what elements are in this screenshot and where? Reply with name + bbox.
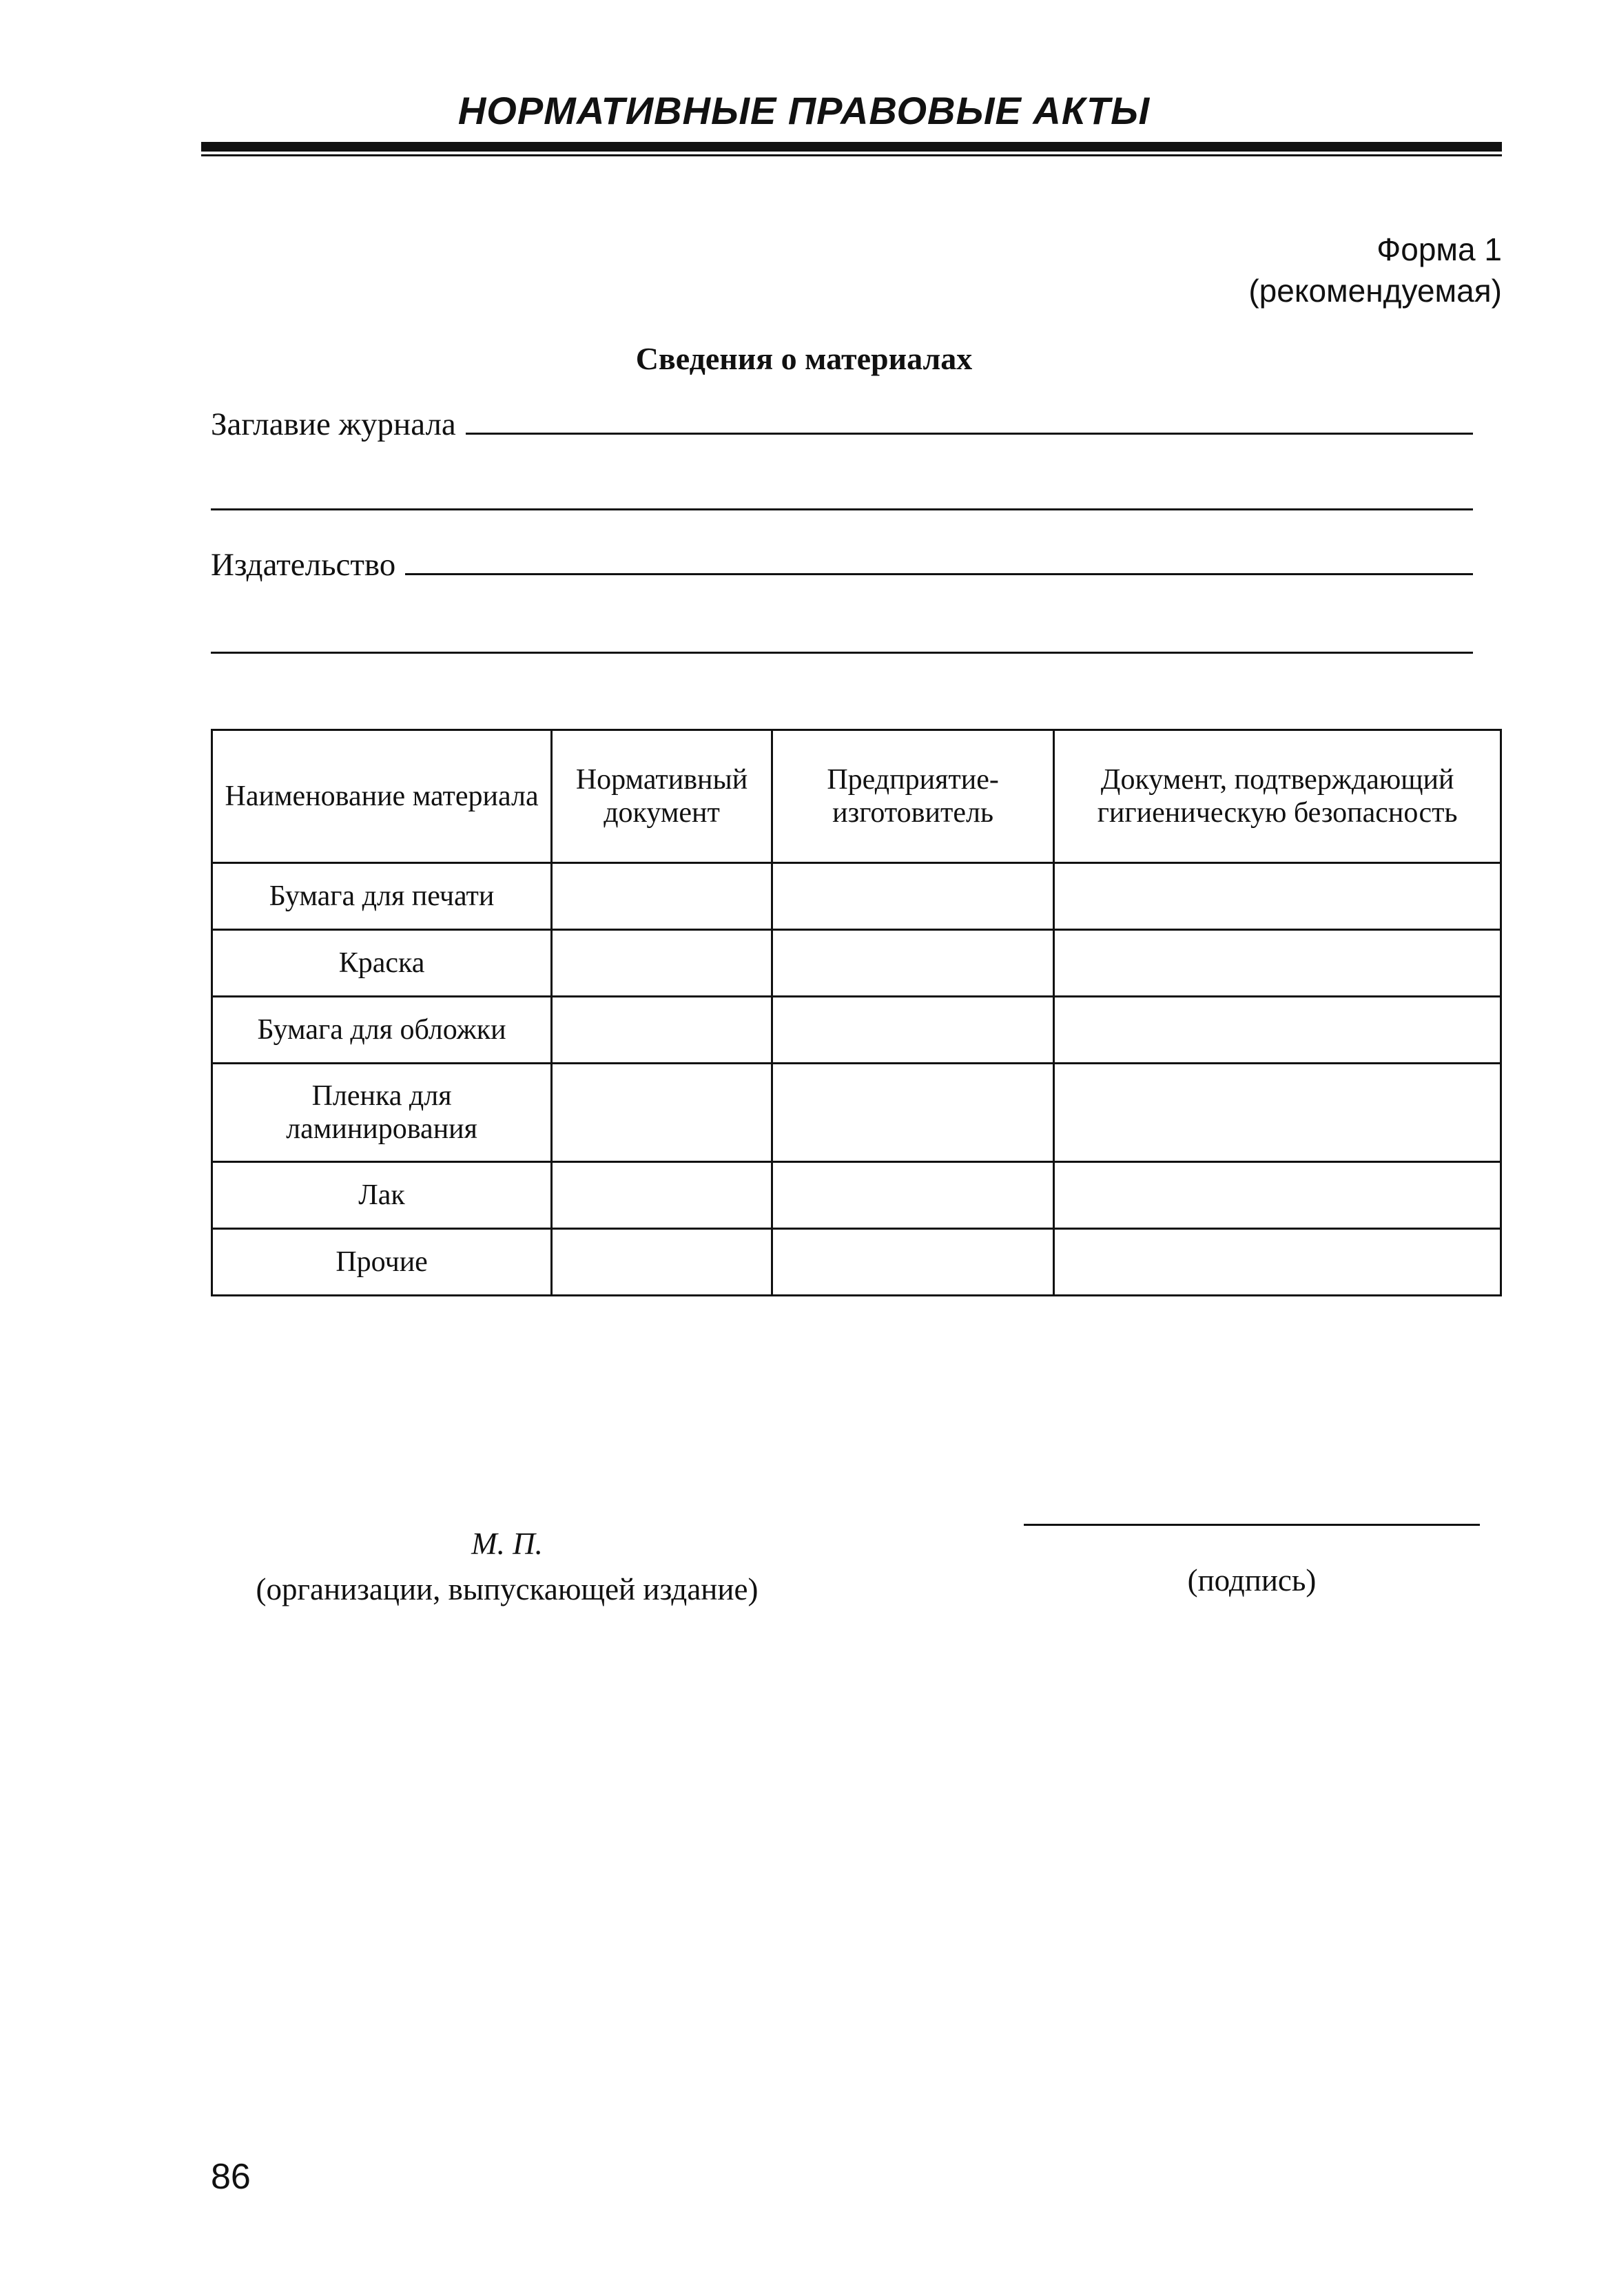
form-number: Форма 1 [1377, 231, 1502, 267]
table-row [212, 1064, 1501, 1162]
form-label [1248, 229, 1502, 311]
table-cell[interactable] [772, 1064, 1053, 1162]
column-header: Нормативный документ [552, 730, 772, 863]
table-cell[interactable] [552, 863, 772, 930]
table-cell[interactable] [1054, 863, 1501, 930]
table-cell[interactable] [772, 863, 1053, 930]
header-rule-thick [201, 142, 1502, 152]
table-cell[interactable] [552, 1229, 772, 1296]
journal-title-blank[interactable] [466, 405, 1473, 435]
stamp-mark: М. П. [471, 1527, 543, 1561]
material-name-cell: Лак [212, 1162, 552, 1229]
material-name-cell: Бумага для печати [212, 863, 552, 930]
table-cell[interactable] [1054, 1064, 1501, 1162]
stamp-caption: (организации, выпускающей издание) [256, 1572, 759, 1606]
table-row [212, 1162, 1501, 1229]
header-rule-thin [201, 154, 1502, 156]
section-title: Сведения о материалах [635, 341, 973, 376]
signature-line[interactable] [1024, 1524, 1480, 1526]
table-cell[interactable] [1054, 930, 1501, 997]
table-cell[interactable] [772, 1162, 1053, 1229]
material-name-cell: Прочие [212, 1229, 552, 1296]
material-name-cell: Краска [212, 930, 552, 997]
journal-title-field [211, 405, 1473, 443]
table-cell[interactable] [552, 1064, 772, 1162]
column-header: Документ, подтверждающий гигиеническую безопасность [1054, 730, 1501, 863]
table-cell[interactable] [1054, 1162, 1501, 1229]
table-cell[interactable] [552, 1162, 772, 1229]
table-cell[interactable] [552, 930, 772, 997]
table-row [212, 863, 1501, 930]
table-cell[interactable] [1054, 997, 1501, 1064]
material-name-cell: Бумага для обложки [212, 997, 552, 1064]
table-row [212, 1229, 1501, 1296]
materials-table [211, 729, 1502, 1296]
table-cell[interactable] [552, 997, 772, 1064]
material-name-cell: Пленка для ламинирования [212, 1064, 552, 1162]
page-number: 86 [211, 2157, 251, 2197]
running-header: НОРМАТИВНЫЕ ПРАВОВЫЕ АКТЫ [457, 89, 1151, 132]
table-cell[interactable] [1054, 1229, 1501, 1296]
column-header: Предприятие-изготовитель [772, 730, 1053, 863]
table-cell[interactable] [772, 1229, 1053, 1296]
form-note: (рекомендуемая) [1248, 273, 1502, 309]
publisher-blank-continuation[interactable] [211, 652, 1473, 654]
stamp-block [211, 1526, 803, 1607]
publisher-blank[interactable] [405, 546, 1473, 575]
table-row [212, 997, 1501, 1064]
table-row [212, 930, 1501, 997]
table-cell[interactable] [772, 930, 1053, 997]
table-cell[interactable] [772, 997, 1053, 1064]
table-header-row [212, 730, 1501, 863]
publisher-field [211, 546, 1473, 583]
journal-title-blank-continuation[interactable] [211, 508, 1473, 510]
column-header: Наименование материала [212, 730, 552, 863]
publisher-label: Издательство [211, 547, 396, 583]
signature-caption: (подпись) [1187, 1563, 1317, 1597]
journal-title-label: Заглавие журнала [211, 406, 456, 442]
